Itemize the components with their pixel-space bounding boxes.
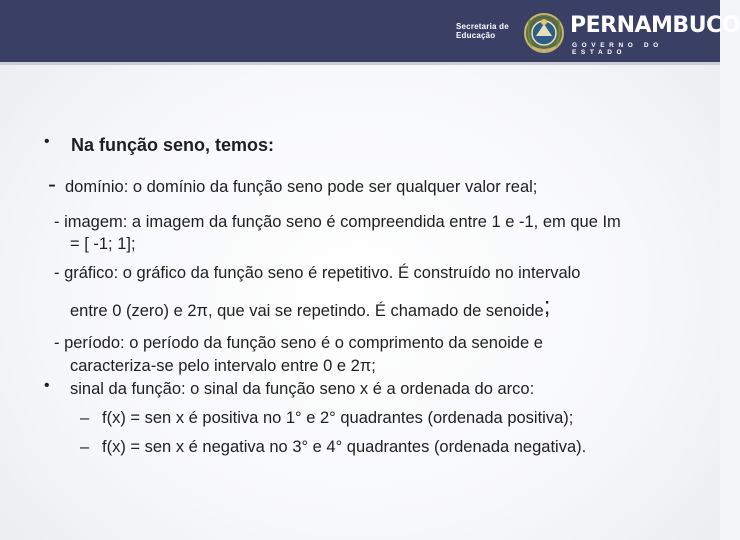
grafico-semicolon: ; (543, 293, 551, 320)
grafico-line-2 (70, 293, 551, 322)
dominio-text: domínio: o domínio da função seno pode ser qualquer valor real; (65, 178, 538, 196)
sinal-positiva: f(x) = sen x é positiva no 1° e 2° quadrantes (ordenada positiva); (102, 409, 574, 427)
secretaria-line-2: Educação (456, 31, 496, 40)
sinal-negativa: f(x) = sen x é negativa no 3° e 4° quadrantes (ordenada negativa). (102, 438, 587, 456)
brand-subtitle: GOVERNO DO ESTADO (572, 42, 663, 56)
periodo-line-2: caracteriza-se pelo intervalo entre 0 e 2π; (70, 357, 376, 375)
secretaria-line-1: Secretaria de (456, 22, 509, 31)
grafico-line-1: - gráfico: o gráfico da função seno é repetitivo. É construído no intervalo (54, 264, 581, 282)
imagem-line-1: - imagem: a imagem da função seno é compreendida entre 1 e -1, em que Im (54, 213, 621, 231)
bullet-icon: • (44, 133, 50, 150)
periodo-line-1: - período: o período da função seno é o comprimento da senoide e (54, 334, 543, 352)
dash-icon: – (80, 409, 90, 427)
brand-title: PERNAMBUCO (570, 13, 740, 38)
heading: Na função seno, temos: (71, 135, 275, 155)
dominio-dash: - (48, 171, 56, 198)
imagem-line-2: = [ -1; 1]; (70, 235, 136, 253)
sinal-text: sinal da função: o sinal da função seno x é a ordenada do arco: (70, 380, 535, 398)
grafico-line-2-text: entre 0 (zero) e 2π, que vai se repetindo. É chamado de senoide (70, 302, 544, 320)
bullet-icon: • (44, 377, 50, 394)
dash-icon: – (80, 438, 90, 456)
